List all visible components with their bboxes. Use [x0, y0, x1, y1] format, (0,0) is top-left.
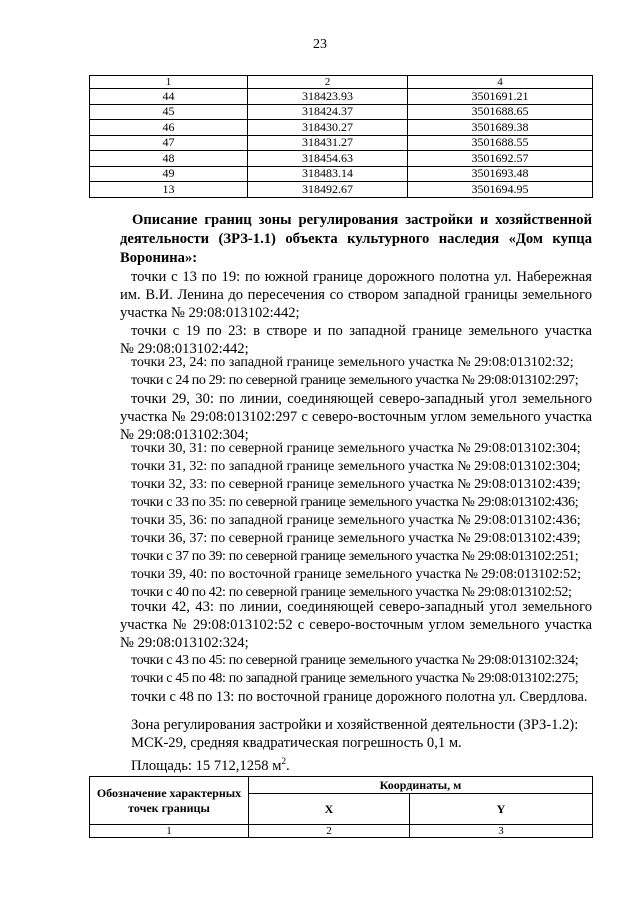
y-cell: 3501688.55 — [408, 135, 593, 151]
description-line: точки с 40 по 42: по северной границе земельного участка № 29:08:013102:52; — [131, 585, 572, 600]
description-line: точки 23, 24: по западной границе земельного участка № 29:08:013102:32; — [131, 355, 574, 370]
x-cell: 318424.37 — [248, 104, 408, 120]
description-line: точки 42, 43: по линии, соединяющей северо-западный угол земельного — [131, 599, 592, 615]
description-line: точки с 19 по 23: в створе и по западной границе земельного участка — [131, 323, 592, 339]
y-header: Y — [410, 794, 593, 825]
point-cell: 45 — [90, 104, 248, 120]
description-line: точки 36, 37: по северной границе земельного участка № 29:08:013102:439; — [131, 531, 581, 546]
x-cell: 318430.27 — [248, 120, 408, 136]
y-cell: 3501694.95 — [408, 182, 593, 198]
point-cell: 44 — [90, 89, 248, 105]
description-line: точки с 37 по 39: по северной границе земельного участка № 29:08:013102:251; — [131, 549, 579, 564]
column-number: 3 — [410, 825, 593, 838]
x-cell: 318483.14 — [248, 166, 408, 182]
y-cell: 3501693.48 — [408, 166, 593, 182]
points-column-header: Обозначение характерных точек границы — [90, 777, 249, 825]
zone-area-label: Площадь: 15 712,1258 м — [131, 757, 282, 774]
zone-area-end: . — [285, 757, 290, 774]
description-line: точки 35, 36: по западной границе земельного участка № 29:08:013102:436; — [131, 513, 581, 528]
table-row — [90, 104, 593, 120]
y-cell: 3501689.38 — [408, 120, 593, 136]
coordinates-table — [89, 75, 593, 198]
point-cell: 46 — [90, 120, 248, 136]
point-cell: 48 — [90, 151, 248, 167]
description-line: точки 39, 40: по восточной границе земельного участка № 29:08:013102:52; — [131, 567, 581, 582]
point-cell: 13 — [90, 182, 248, 198]
table-row — [90, 89, 593, 105]
zone-area-sup: 2 — [281, 756, 286, 766]
table-row — [90, 135, 593, 151]
description-line: № 29:08:013102:324; — [120, 635, 249, 651]
description-line: точки 30, 31: по северной границе земельного участка № 29:08:013102:304; — [131, 441, 581, 456]
zone-coordinates-table — [89, 776, 593, 838]
description-line: точки 31, 32: по западной границе земельного участка № 29:08:013102:304; — [131, 459, 581, 474]
point-cell: 47 — [90, 135, 248, 151]
table-header-cell: 2 — [248, 76, 408, 89]
table-row — [90, 151, 593, 167]
x-cell: 318492.67 — [248, 182, 408, 198]
description-line: участка № 29:08:013102:52 с северо-восточным углом земельного участка — [120, 617, 592, 633]
description-line: № 29:08:013102:442; — [120, 341, 249, 357]
table-header-row — [90, 76, 593, 89]
column-number: 1 — [90, 825, 249, 838]
table-row — [90, 182, 593, 198]
page-number: 23 — [313, 37, 327, 52]
table-row — [90, 120, 593, 136]
description-line: № 29:08:013102:304; — [120, 427, 249, 443]
x-cell: 318423.93 — [248, 89, 408, 105]
description-line: точки с 13 по 19: по южной границе дорожного полотна ул. Набережная — [131, 269, 592, 285]
description-line: точки с 48 по 13: по восточной границе дорожного полотна ул. Свердлова. — [131, 689, 588, 705]
y-cell: 3501691.21 — [408, 89, 593, 105]
description-line: участка № 29:08:013102:442; — [120, 305, 300, 321]
column-number: 2 — [249, 825, 410, 838]
coordinates-header: Координаты, м — [249, 777, 593, 794]
zone-crs: МСК-29, средняя квадратическая погрешность 0,1 м. — [131, 735, 462, 751]
zone-area — [131, 752, 290, 775]
x-header: X — [249, 794, 410, 825]
description-line: точки 32, 33: по северной границе земельного участка № 29:08:013102:439; — [131, 477, 581, 492]
x-cell: 318431.27 — [248, 135, 408, 151]
description-line: точки с 45 по 48: по западной границе земельного участка № 29:08:013102:275; — [131, 671, 579, 686]
point-cell: 49 — [90, 166, 248, 182]
table-header-row — [90, 777, 593, 794]
section-heading: Описание границ зоны регулирования застройки и хозяйственной деятельности (ЗРЗ-1.1) объекта культурного наследия «Дом купца Воронина»: — [120, 212, 592, 266]
description-line: точки с 24 по 29: по северной границе земельного участка № 29:08:013102:297; — [131, 373, 579, 388]
table-row — [90, 166, 593, 182]
y-cell: 3501688.65 — [408, 104, 593, 120]
description-line: точки с 43 по 45: по северной границе земельного участка № 29:08:013102:324; — [131, 653, 579, 668]
y-cell: 3501692.57 — [408, 151, 593, 167]
x-cell: 318454.63 — [248, 151, 408, 167]
table-header-cell: 4 — [408, 76, 593, 89]
description-line: участка № 29:08:013102:297 с северо-восточным углом земельного участка — [120, 409, 592, 425]
description-line: им. В.И. Ленина до пересечения со створом западной границы земельного — [120, 287, 592, 303]
table-number-row — [90, 825, 593, 838]
description-line: точки с 33 по 35: по северной границе земельного участка № 29:08:013102:436; — [131, 495, 579, 510]
table-header-cell: 1 — [90, 76, 248, 89]
description-line: точки 29, 30: по линии, соединяющей северо-западный угол земельного — [131, 391, 592, 407]
zone-title: Зона регулирования застройки и хозяйственной деятельности (ЗРЗ-1.2): — [131, 717, 579, 733]
